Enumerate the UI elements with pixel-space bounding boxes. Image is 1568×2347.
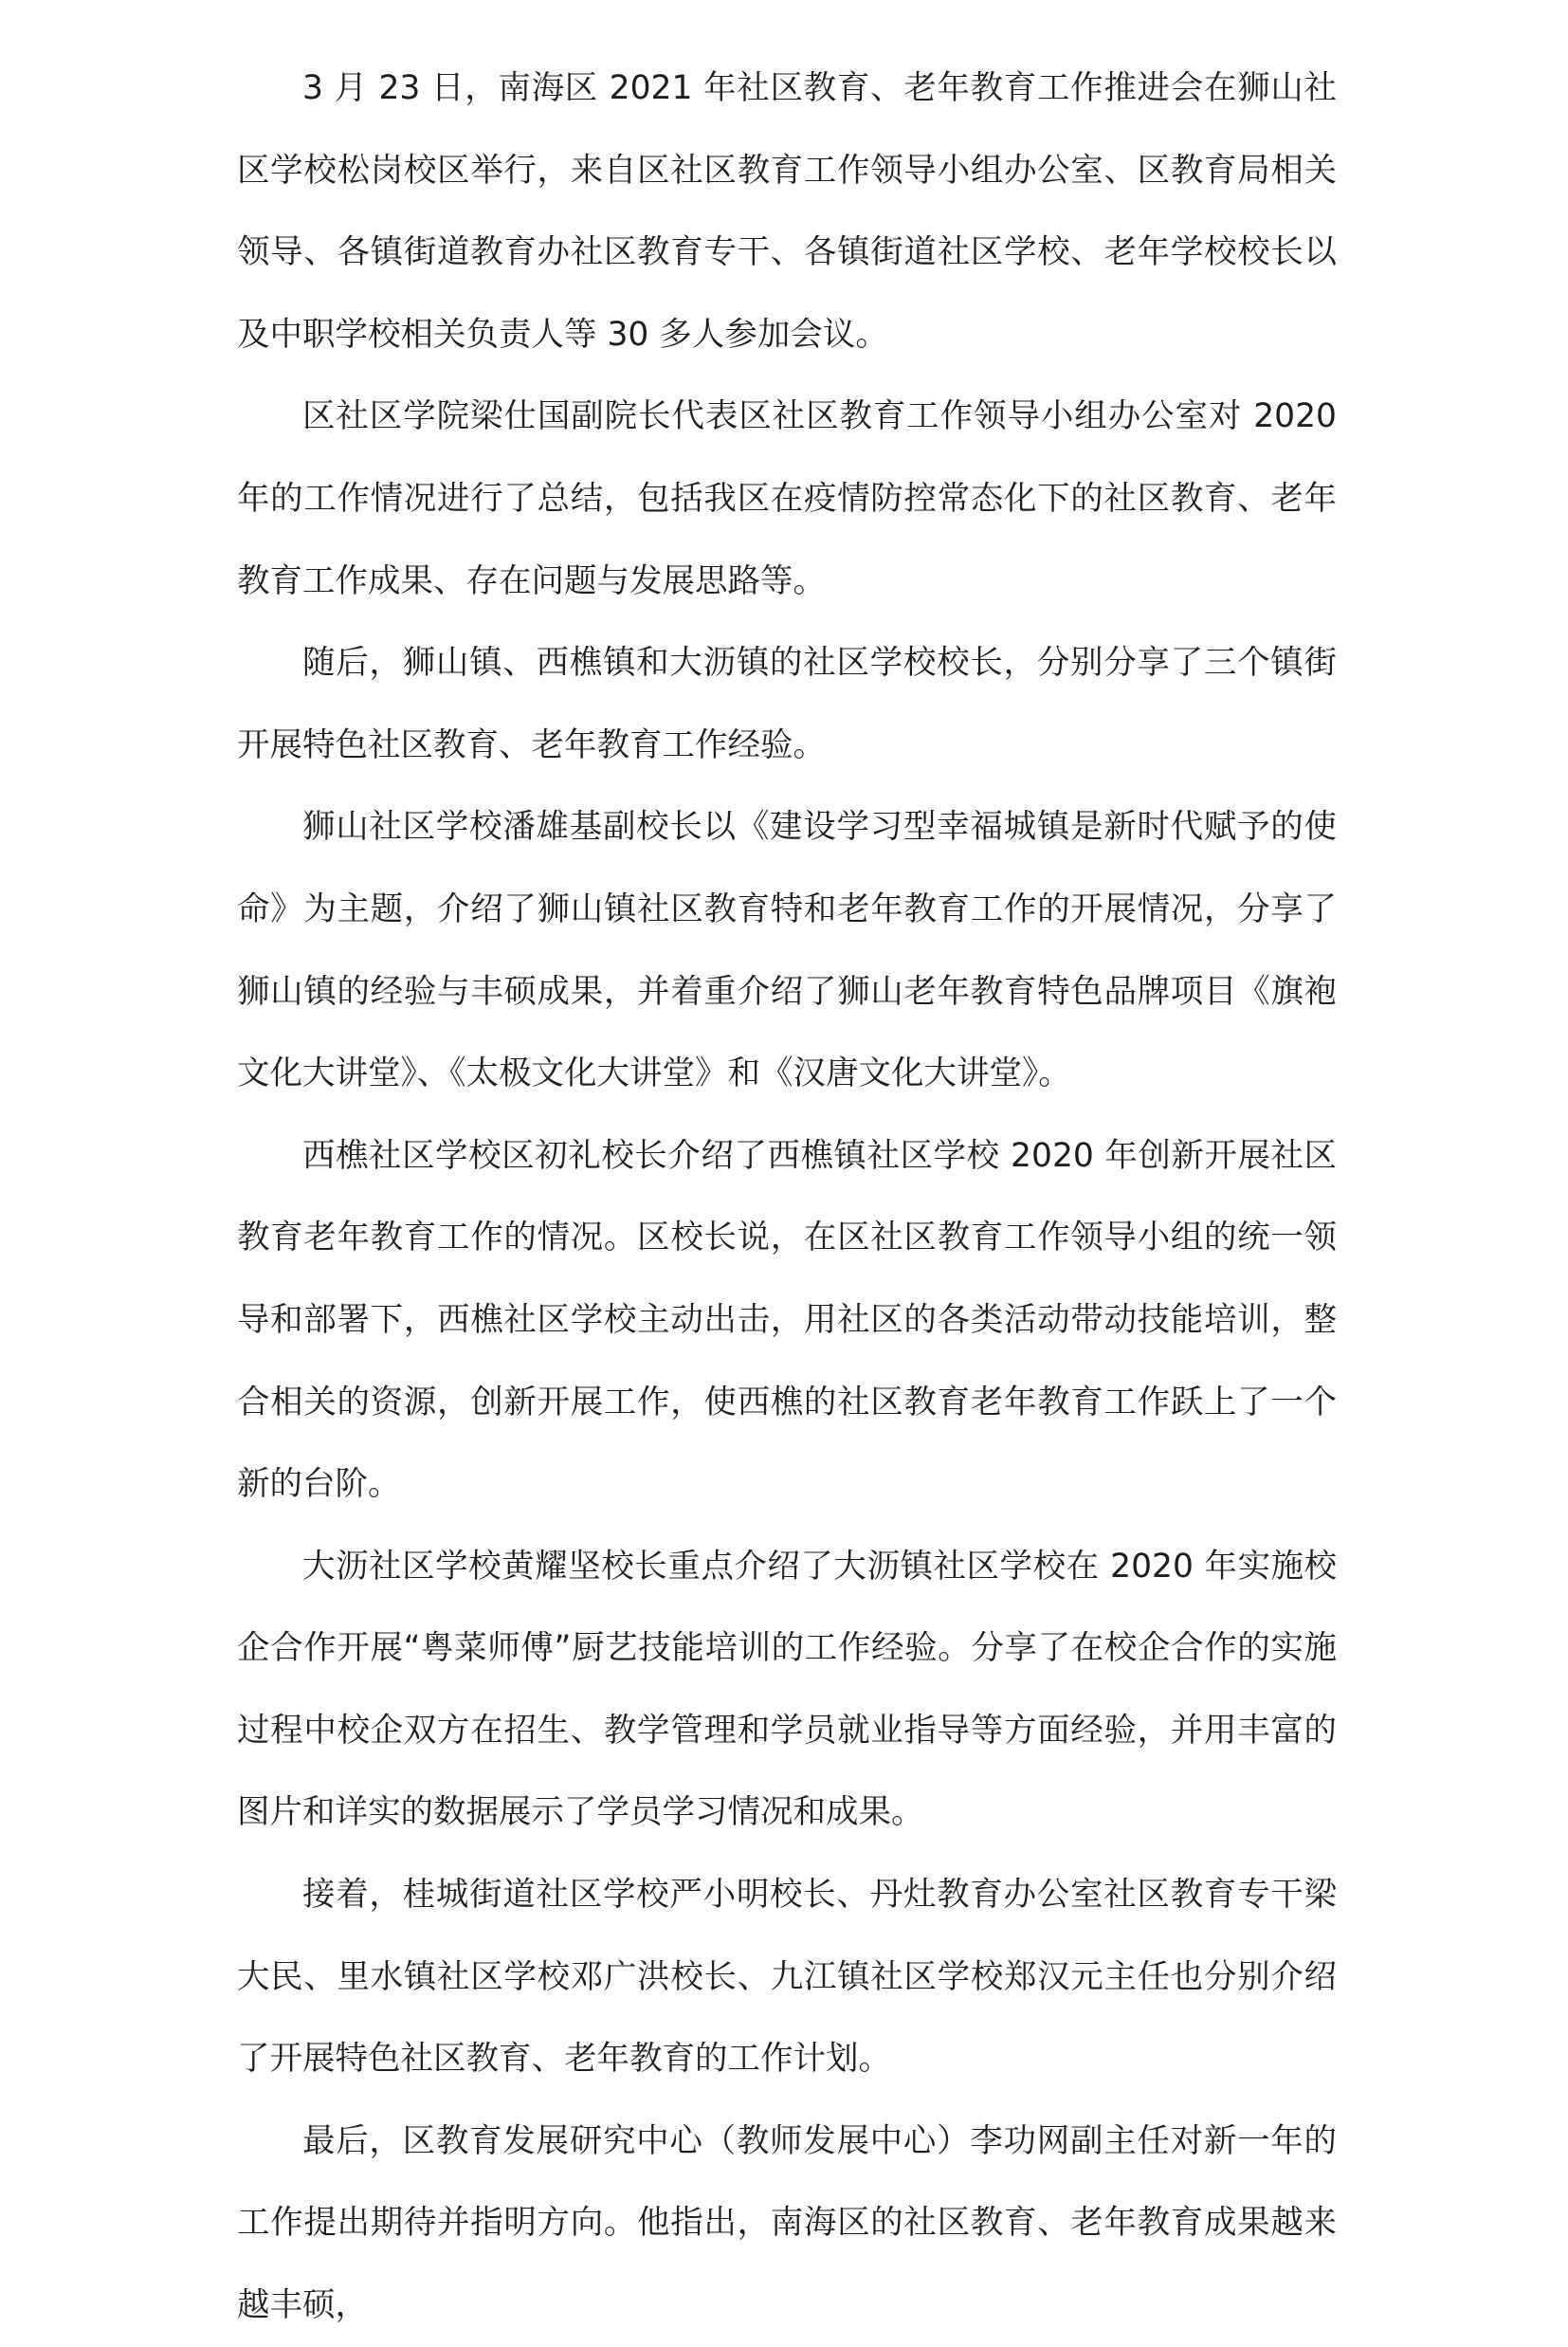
paragraph-xiqiao: 西樵社区学校区初礼校长介绍了西樵镇社区学校 2020 年创新开展社区教育老年教育工作的情况。区校长说，在区社区教育工作领导小组的统一领导和部署下，西樵社区学校主动出击，用社区的各类活动带动技能培训，整合相关的资源，创新开展工作，使西樵的社区教育老年教育工作跃上了一个新的台阶。: [237, 1136, 1337, 1504]
paragraph-work-summary: 区社区学院梁仕国副院长代表区社区教育工作领导小组办公室对 2020 年的工作情况进行了总结，包括我区在疫情防控常态化下的社区教育、老年教育工作成果、存在问题与发展思路等。: [237, 397, 1337, 600]
paragraph-meeting-intro: 3 月 23 日，南海区 2021 年社区教育、老年教育工作推进会在狮山社区学校松岗校区举行，来自区社区教育工作领导小组办公室、区教育局相关领导、各镇街道教育办社区教育专干、各镇街道社区学校、老年学校校长以及中职学校相关负责人等 30 多人参加会议。: [237, 69, 1337, 354]
paragraph-dali: 大沥社区学校黄耀坚校长重点介绍了大沥镇社区学校在 2020 年实施校企合作开展“粤菜师傅”厨艺技能培训的工作经验。分享了在校企合作的实施过程中校企双方在招生、教学管理和学员就业指导等方面经验，并用丰富的图片和详实的数据展示了学员学习情况和成果。: [237, 1547, 1337, 1832]
paragraph-shishan: 狮山社区学校潘雄基副校长以《建设学习型幸福城镇是新时代赋予的使命》为主题，介绍了狮山镇社区教育特和老年教育工作的开展情况，分享了狮山镇的经验与丰硕成果，并着重介绍了狮山老年教育特色品牌项目《旗袍文化大讲堂》、《太极文化大讲堂》和《汉唐文化大讲堂》。: [237, 808, 1337, 1093]
paragraph-experience-sharing: 随后，狮山镇、西樵镇和大沥镇的社区学校校长，分别分享了三个镇街开展特色社区教育、老年教育工作经验。: [237, 644, 1337, 764]
paragraph-closing: 最后，区教育发展研究中心（教师发展中心）李功网副主任对新一年的工作提出期待并指明方向。他指出，南海区的社区教育、老年教育成果越来越丰硕，: [237, 2121, 1337, 2325]
document-page: [237, 47, 1337, 2347]
paragraph-work-plans: 接着，桂城街道社区学校严小明校长、丹灶教育办公室社区教育专干梁大民、里水镇社区学校邓广洪校长、九江镇社区学校郑汉元主任也分别介绍了开展特色社区教育、老年教育的工作计划。: [237, 1876, 1337, 2079]
